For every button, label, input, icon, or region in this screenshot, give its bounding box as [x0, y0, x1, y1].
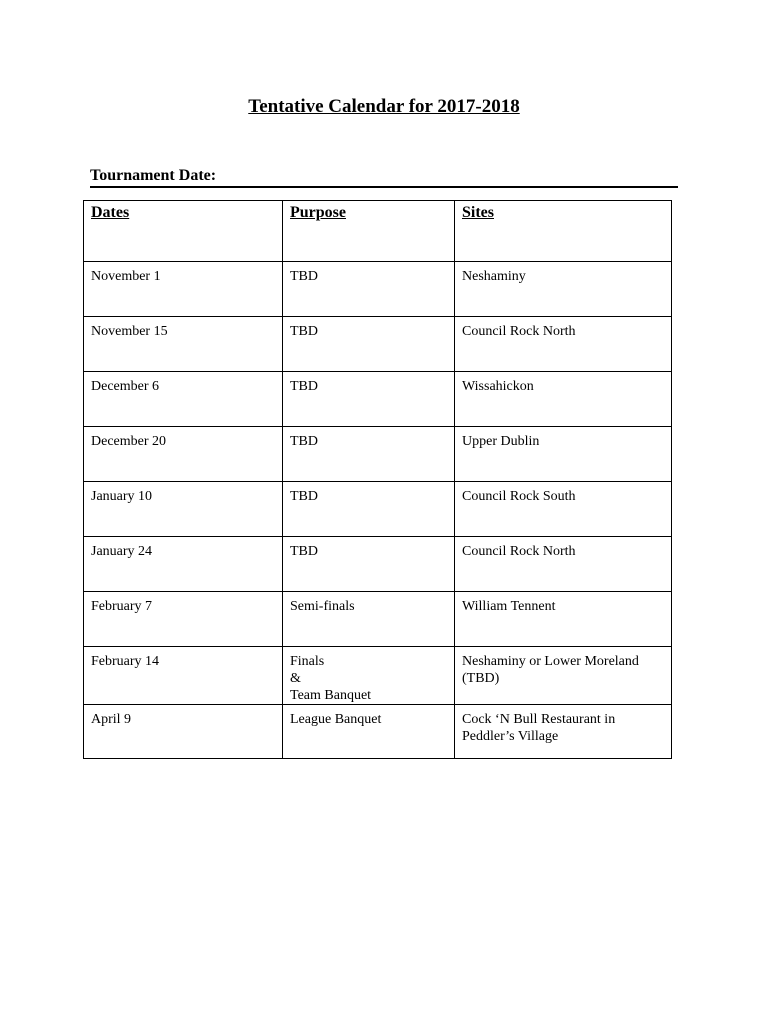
site-cell: Cock ‘N Bull Restaurant in Peddler’s Village — [455, 705, 672, 759]
purpose-line: Finals — [290, 654, 325, 669]
subtitle-underline — [90, 186, 678, 188]
purpose-cell — [283, 647, 455, 705]
table-row — [84, 537, 672, 592]
purpose-line: & — [290, 671, 301, 686]
site-cell: Wissahickon — [455, 372, 672, 427]
purpose-line: TBD — [290, 489, 318, 504]
table-row — [84, 262, 672, 317]
date-cell: January 10 — [84, 482, 283, 537]
site-cell: Upper Dublin — [455, 427, 672, 482]
table-row — [84, 372, 672, 427]
purpose-line: League Banquet — [290, 712, 382, 727]
tournament-date-label: Tournament Date: — [90, 167, 217, 184]
purpose-line: TBD — [290, 379, 318, 394]
date-cell: February 7 — [84, 592, 283, 647]
date-cell: January 24 — [84, 537, 283, 592]
table-row — [84, 592, 672, 647]
purpose-cell — [283, 705, 455, 759]
purpose-line: TBD — [290, 324, 318, 339]
purpose-line: Team Banquet — [290, 688, 372, 703]
purpose-cell — [283, 482, 455, 537]
site-cell: Council Rock North — [455, 317, 672, 372]
purpose-cell — [283, 427, 455, 482]
table-row — [84, 482, 672, 537]
purpose-cell — [283, 317, 455, 372]
site-cell: Council Rock South — [455, 482, 672, 537]
date-cell: December 6 — [84, 372, 283, 427]
site-cell: Council Rock North — [455, 537, 672, 592]
purpose-line: TBD — [290, 434, 318, 449]
calendar-table — [83, 200, 672, 759]
date-cell: December 20 — [84, 427, 283, 482]
site-cell: William Tennent — [455, 592, 672, 647]
site-cell: Neshaminy — [455, 262, 672, 317]
date-cell: November 1 — [84, 262, 283, 317]
header-sites: Sites — [455, 201, 672, 262]
table-row — [84, 427, 672, 482]
table-row — [84, 705, 672, 759]
purpose-line: TBD — [290, 544, 318, 559]
purpose-line: Semi-finals — [290, 599, 355, 614]
page-title: Tentative Calendar for 2017-2018 — [248, 96, 520, 117]
site-cell: Neshaminy or Lower Moreland (TBD) — [455, 647, 672, 705]
header-dates: Dates — [84, 201, 283, 262]
purpose-cell — [283, 262, 455, 317]
table-row — [84, 647, 672, 705]
purpose-cell — [283, 372, 455, 427]
date-cell: November 15 — [84, 317, 283, 372]
table-header-row — [84, 201, 672, 262]
purpose-cell — [283, 592, 455, 647]
purpose-cell — [283, 537, 455, 592]
table-row — [84, 317, 672, 372]
date-cell: April 9 — [84, 705, 283, 759]
header-purpose: Purpose — [283, 201, 455, 262]
purpose-line: TBD — [290, 269, 318, 284]
date-cell: February 14 — [84, 647, 283, 705]
